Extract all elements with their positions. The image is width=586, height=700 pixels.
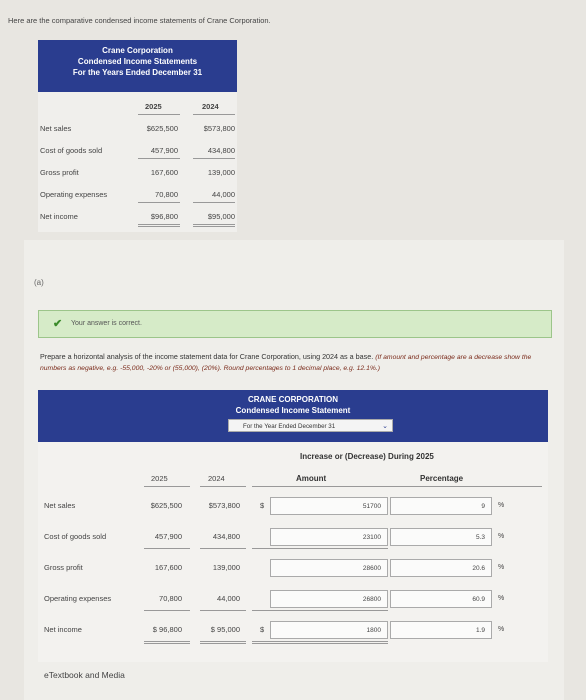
row-value-2025: $625,500 (146, 124, 178, 133)
year-2024-header: 2024 (202, 102, 219, 111)
divider (200, 610, 246, 611)
instructions (40, 352, 550, 374)
row-label: Gross profit (44, 563, 83, 572)
statement-header (38, 40, 237, 92)
percent-input[interactable]: 9 (390, 497, 492, 515)
row-label: Net income (44, 625, 82, 634)
percent-input[interactable]: 20.6 (390, 559, 492, 577)
divider (138, 114, 180, 115)
divider (252, 610, 388, 611)
row-label: Cost of goods sold (44, 532, 107, 541)
row-label: Net income (40, 212, 78, 221)
double-underline (138, 224, 180, 227)
company-name: CRANE CORPORATION (247, 395, 339, 404)
row-value-2025: $625,500 (150, 501, 182, 510)
percent-sign: % (498, 533, 505, 540)
row-label: Gross profit (40, 168, 79, 177)
divider (144, 610, 190, 611)
analysis-body (38, 442, 548, 662)
statement-period: For the Years Ended December 31 (72, 68, 203, 77)
percent-sign: % (498, 626, 505, 633)
period-select[interactable] (228, 419, 393, 432)
divider (138, 158, 180, 159)
double-underline (144, 641, 190, 644)
divider (200, 486, 246, 487)
divider (138, 202, 180, 203)
percent-sign: % (498, 502, 505, 509)
year-2025-header: 2025 (145, 102, 162, 111)
col-2025-header: 2025 (151, 474, 168, 483)
row-value-2024: $573,800 (208, 501, 240, 510)
divider (144, 548, 190, 549)
divider (193, 114, 235, 115)
row-value-2025: 457,900 (154, 532, 182, 541)
percent-input[interactable]: 60.9 (390, 590, 492, 608)
instructions-main: Prepare a horizontal analysis of the income statement data for Crane Corporation, using 2024 as a base. (40, 352, 374, 361)
chevron-down-icon: ⌄ (382, 423, 388, 430)
double-underline (200, 641, 246, 644)
row-value-2024: 434,800 (212, 532, 240, 541)
row-value-2025: 167,600 (154, 563, 182, 572)
part-label: (a) (34, 278, 44, 287)
row-value-2025: 70,800 (155, 190, 178, 199)
row-value-2024: $95,000 (207, 212, 235, 221)
statement-title: Condensed Income Statements (77, 57, 198, 66)
intro-text: Here are the comparative condensed income statements of Crane Corporation. (8, 16, 271, 25)
row-label: Net sales (40, 124, 72, 133)
divider (200, 548, 246, 549)
divider (144, 486, 190, 487)
instructions-note: (If amount and percentage are a decrease show the numbers as negative, e.g. -55,000, -20% or (55,000), (20%). Round percentages to 1 decimal place, e.g. 12.1%.) (40, 354, 532, 372)
amount-input[interactable]: 51700 (270, 497, 388, 515)
amount-input[interactable]: 23100 (270, 528, 388, 546)
divider (252, 548, 388, 549)
amount-header: Amount (296, 474, 327, 483)
row-value-2025: $ 96,800 (152, 625, 182, 634)
status-text: Your answer is correct. (71, 320, 142, 327)
row-value-2024: 44,000 (212, 190, 235, 199)
row-value-2024: 139,000 (212, 563, 240, 572)
percent-sign: % (498, 564, 505, 571)
row-value-2024: $ 95,000 (210, 625, 240, 634)
double-underline (193, 224, 235, 227)
correct-banner (38, 310, 552, 338)
dollar-sign: $ (260, 625, 265, 634)
row-value-2025: $96,800 (150, 212, 178, 221)
percent-sign: % (498, 595, 505, 602)
etextbook-link[interactable]: eTextbook and Media (44, 670, 125, 680)
statement-title: Condensed Income Statement (235, 406, 351, 415)
divider (193, 202, 235, 203)
group-header: Increase or (Decrease) During 2025 (300, 452, 434, 461)
row-value-2025: 457,900 (150, 146, 178, 155)
divider (252, 486, 542, 487)
check-icon: ✔ (53, 318, 63, 330)
percent-input[interactable]: 5.3 (390, 528, 492, 546)
row-label: Operating expenses (40, 190, 108, 199)
percentage-header: Percentage (420, 474, 464, 483)
row-value-2025: 167,600 (150, 168, 178, 177)
analysis-header (38, 390, 548, 442)
row-label: Operating expenses (44, 594, 112, 603)
amount-input[interactable]: 1800 (270, 621, 388, 639)
period-select-value: For the Year Ended December 31 (243, 423, 336, 430)
row-value-2024: 434,800 (207, 146, 235, 155)
double-underline (252, 641, 388, 644)
amount-input[interactable]: 26800 (270, 590, 388, 608)
company-name: Crane Corporation (102, 46, 173, 55)
row-value-2024: 139,000 (207, 168, 235, 177)
dollar-sign: $ (260, 501, 265, 510)
statement-body (38, 92, 237, 232)
row-label: Net sales (44, 501, 76, 510)
divider (193, 158, 235, 159)
row-value-2025: 70,800 (159, 594, 182, 603)
amount-input[interactable]: 28600 (270, 559, 388, 577)
row-value-2024: $573,800 (203, 124, 235, 133)
row-label: Cost of goods sold (40, 146, 103, 155)
col-2024-header: 2024 (208, 474, 225, 483)
row-value-2024: 44,000 (217, 594, 240, 603)
percent-input[interactable]: 1.9 (390, 621, 492, 639)
